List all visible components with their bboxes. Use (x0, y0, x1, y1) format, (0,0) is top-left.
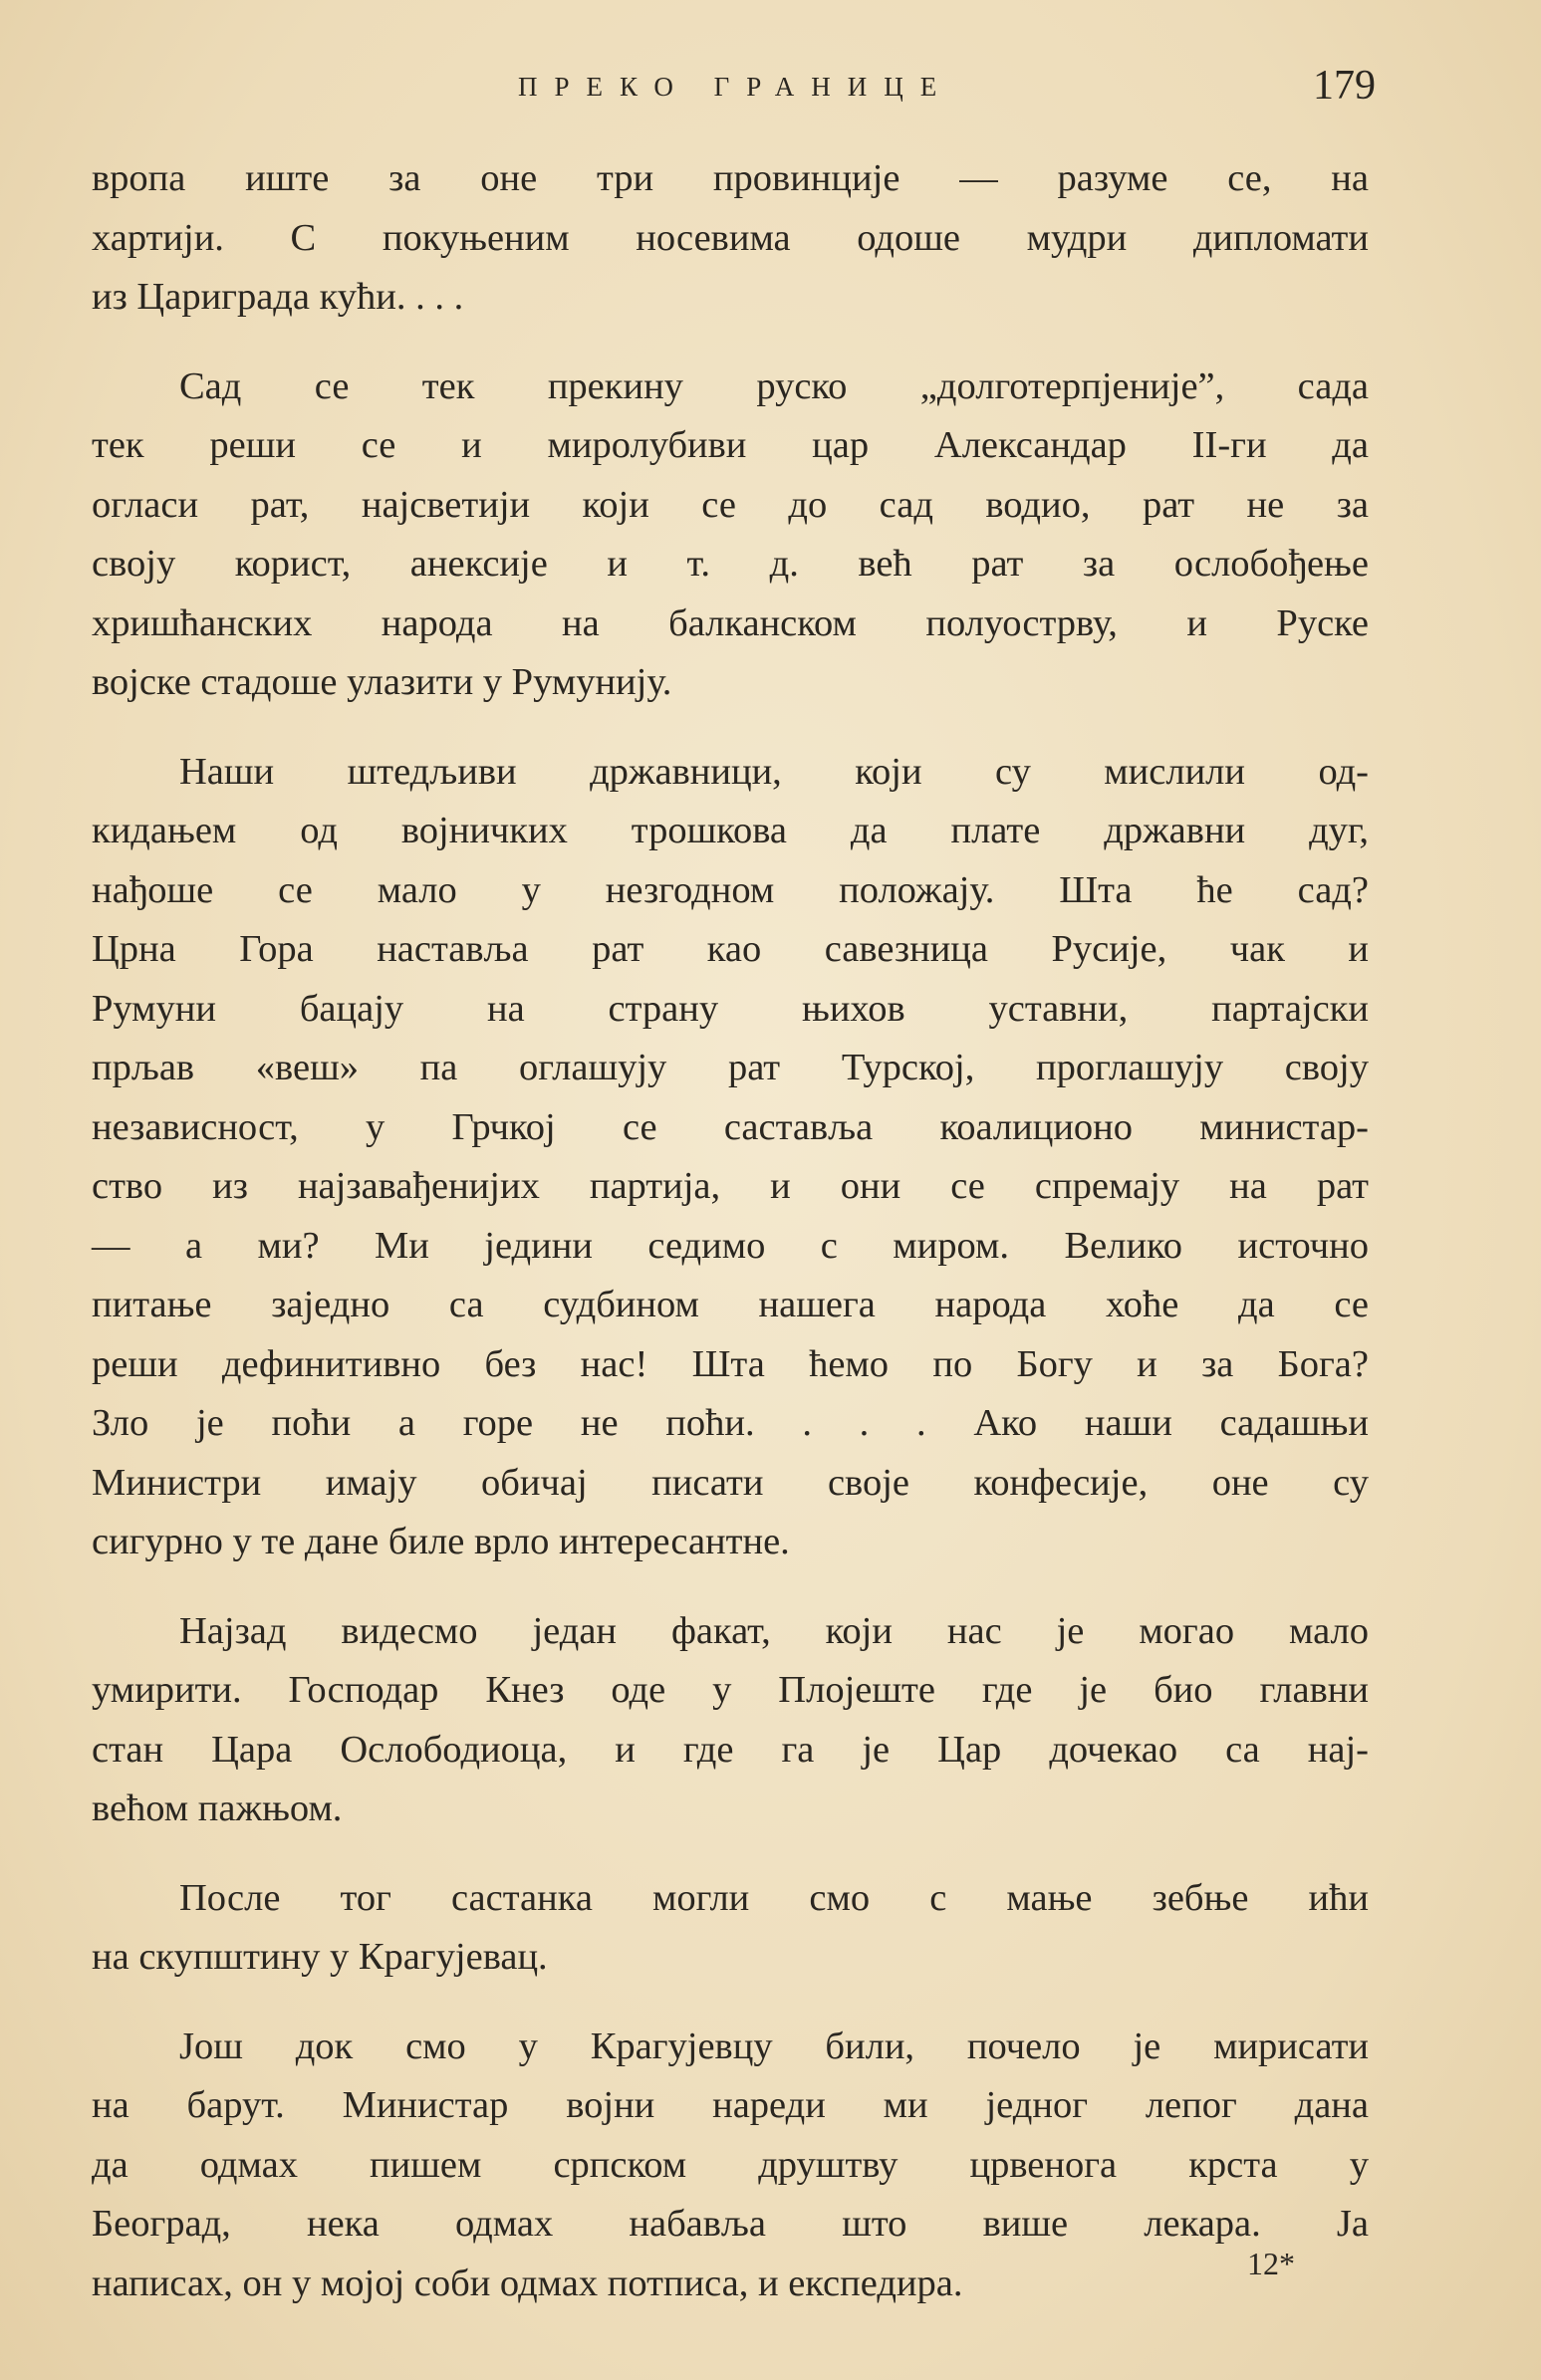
text-line: Најзад видесмо један факат, који нас је могао мало (179, 1609, 1369, 1652)
text-line: Београд, нека одмах набавља што више лекара. Ја (92, 2203, 1369, 2245)
text-line: Зло је поћи а горе не поћи. . . . Ако наши садашњи (92, 1402, 1369, 1444)
text-line: тек реши се и миролубиви цар Александар II-ги да (92, 424, 1369, 466)
text-line: војске стадоше улазити у Румунију. (92, 661, 672, 703)
text-line: После тог састанка могли смо с мање зебње ићи (179, 1876, 1369, 1919)
body-text (92, 149, 1369, 2343)
signature-mark: 12* (1247, 2246, 1295, 2281)
text-line: Сад се тек прекину руско „долготерпјеније”, сада (179, 364, 1369, 407)
text-line: написах, он у мојој соби одмах потписа, и експедира. (92, 2261, 963, 2304)
paragraph (92, 1869, 1369, 1988)
paragraph (92, 743, 1369, 1572)
paragraph (92, 1602, 1369, 1839)
text-line: већом пажњом. (92, 1787, 343, 1829)
running-head: ПРЕКО ГРАНИЦЕ (518, 72, 954, 102)
text-line: огласи рат, најсветији који се до сад водио, рат не за (92, 483, 1369, 526)
text-line: прљав «веш» па оглашују рат Турској, проглашују своју (92, 1047, 1369, 1088)
page-number: 179 (1313, 63, 1376, 109)
text-line: своју корист, анексије и т. д. већ рат за ослобођење (92, 543, 1369, 585)
paragraph (92, 149, 1369, 328)
text-line: да одмах пишем српском друштву црвенога крста у (92, 2143, 1369, 2186)
text-line: Министри имају обичај писати своје конфесије, оне су (92, 1461, 1369, 1504)
text-line: хришћанских народа на балканском полуострву, и Руске (92, 601, 1369, 644)
text-line: Румуни бацају на страну њихов уставни, партајски (92, 987, 1369, 1030)
text-line: на скупштину у Крагујевац. (92, 1936, 548, 1978)
text-line: из Цариграда кући. . . . (92, 276, 464, 318)
text-line: хартији. С покуњеним носевима одоше мудри дипломати (92, 216, 1369, 259)
text-line: вропа иште за оне три провинције — разуме се, на (92, 157, 1369, 199)
text-line: сигурно у те дане биле врло интересантне. (92, 1521, 790, 1562)
text-line: нађоше се мало у незгодном положају. Шта ће сад? (92, 868, 1369, 911)
text-line: реши дефинитивно без нас! Шта ћемо по Богу и за Бога? (92, 1342, 1369, 1385)
paragraph (92, 2018, 1369, 2314)
text-line: Још док смо у Крагујевцу били, почело је мирисати (179, 2024, 1369, 2067)
text-line: — а ми? Ми једини седимо с миром. Велико источно (92, 1224, 1369, 1267)
text-line: кидањем од војничких трошкова да плате државни дуг, (92, 810, 1369, 851)
text-line: Црна Гора наставља рат као савезница Русије, чак и (92, 928, 1369, 970)
text-line: ство из најзавађенијих партија, и они се спремају на рат (92, 1165, 1369, 1207)
text-line: независност, у Грчкој се саставља коалиционо министар- (92, 1105, 1369, 1148)
text-line: питање заједно са судбином нашега народа хоће да се (92, 1284, 1369, 1325)
paragraph (92, 357, 1369, 713)
text-line: стан Цара Ослободиоца, и где га је Цар дочекао са нај- (92, 1728, 1369, 1771)
text-line: Наши штедљиви државници, који су мислили од- (179, 750, 1369, 793)
text-line: умирити. Господар Кнез оде у Плојеште где је био главни (92, 1669, 1369, 1711)
text-line: на барут. Министар војни нареди ми једног лепог дана (92, 2084, 1369, 2126)
